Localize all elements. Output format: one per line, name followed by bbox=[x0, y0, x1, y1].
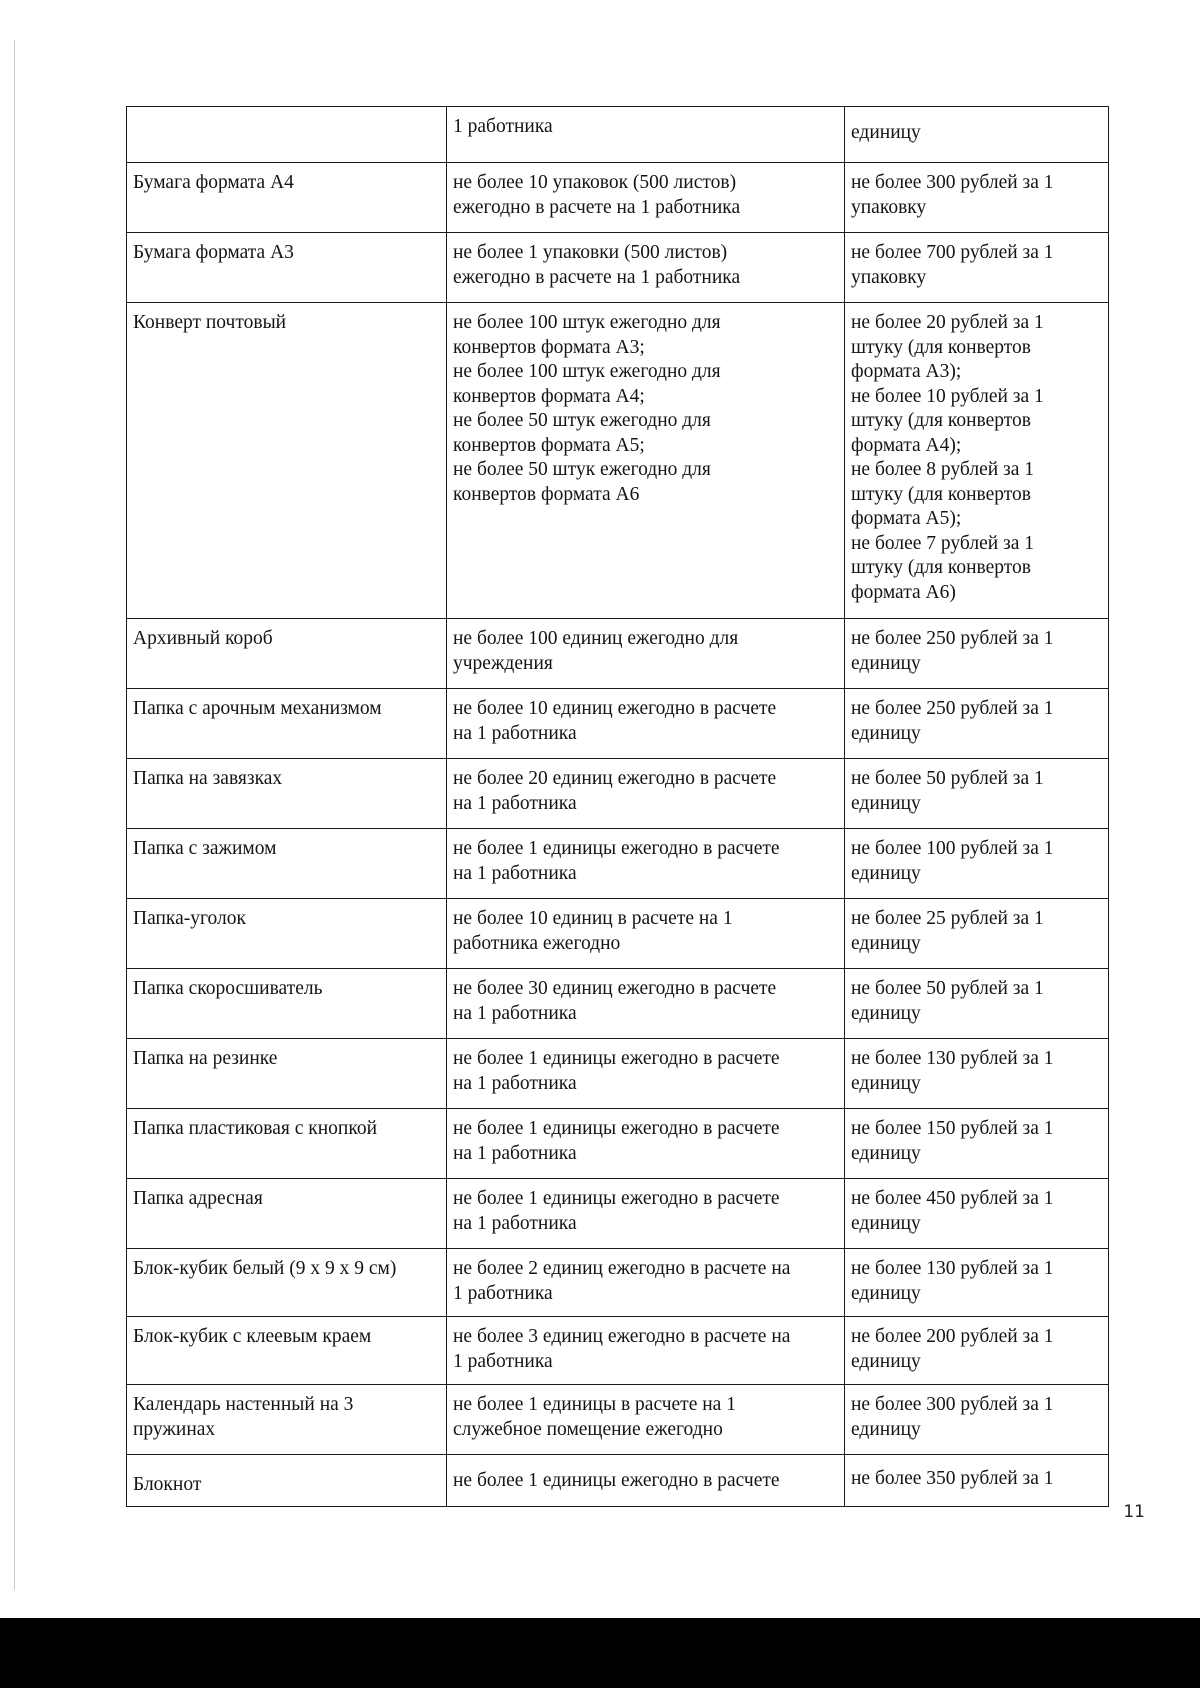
norm-cell: не более 100 штук ежегодно для конвертов формата А3; не более 100 штук ежегодно для конвертов формата А4; не более 50 штук ежегодно для конвертов формата А5; не более 50 штук ежегодно для конвертов формата А6 bbox=[447, 303, 845, 619]
table-row bbox=[127, 829, 1109, 899]
price-cell: не более 250 рублей за 1 единицу bbox=[845, 619, 1109, 689]
item-cell bbox=[127, 107, 447, 163]
item-cell: Архивный короб bbox=[127, 619, 447, 689]
table-row bbox=[127, 1385, 1109, 1455]
table-row bbox=[127, 107, 1109, 163]
price-cell: не более 300 рублей за 1 единицу bbox=[845, 1385, 1109, 1455]
norm-cell: не более 1 единицы в расчете на 1 служебное помещение ежегодно bbox=[447, 1385, 845, 1455]
norm-cell: не более 1 единицы ежегодно в расчете на 1 работника bbox=[447, 829, 845, 899]
price-cell: не более 150 рублей за 1 единицу bbox=[845, 1109, 1109, 1179]
norm-cell: не более 10 единиц в расчете на 1 работника ежегодно bbox=[447, 899, 845, 969]
item-cell: Папка на завязках bbox=[127, 759, 447, 829]
table-row bbox=[127, 233, 1109, 303]
norm-cell: 1 работника bbox=[447, 107, 845, 163]
price-cell: не более 250 рублей за 1 единицу bbox=[845, 689, 1109, 759]
price-cell: не более 200 рублей за 1 единицу bbox=[845, 1317, 1109, 1385]
norm-cell: не более 2 единиц ежегодно в расчете на 1 работника bbox=[447, 1249, 845, 1317]
page-number: 11 bbox=[1123, 1502, 1145, 1522]
table-row bbox=[127, 689, 1109, 759]
table-row bbox=[127, 1249, 1109, 1317]
scan-bottom-bar bbox=[0, 1618, 1200, 1688]
price-cell: не более 50 рублей за 1 единицу bbox=[845, 759, 1109, 829]
norm-cell: не более 20 единиц ежегодно в расчете на 1 работника bbox=[447, 759, 845, 829]
norm-cell: не более 10 упаковок (500 листов) ежегодно в расчете на 1 работника bbox=[447, 163, 845, 233]
norm-cell: не более 100 единиц ежегодно для учреждения bbox=[447, 619, 845, 689]
norm-cell: не более 1 единицы ежегодно в расчете на 1 работника bbox=[447, 1039, 845, 1109]
table-row bbox=[127, 163, 1109, 233]
item-cell: Папка скоросшиватель bbox=[127, 969, 447, 1039]
norm-cell: не более 3 единиц ежегодно в расчете на 1 работника bbox=[447, 1317, 845, 1385]
item-cell: Папка с арочным механизмом bbox=[127, 689, 447, 759]
table-row bbox=[127, 969, 1109, 1039]
item-cell: Блокнот bbox=[127, 1455, 447, 1507]
norm-cell: не более 1 единицы ежегодно в расчете bbox=[447, 1455, 845, 1507]
price-cell: не более 300 рублей за 1 упаковку bbox=[845, 163, 1109, 233]
norms-table-body bbox=[127, 107, 1109, 1507]
price-cell: единицу bbox=[845, 107, 1109, 163]
item-cell: Папка-уголок bbox=[127, 899, 447, 969]
item-cell: Папка пластиковая с кнопкой bbox=[127, 1109, 447, 1179]
table-row bbox=[127, 303, 1109, 619]
price-cell: не более 450 рублей за 1 единицу bbox=[845, 1179, 1109, 1249]
price-cell: не более 130 рублей за 1 единицу bbox=[845, 1039, 1109, 1109]
table-row bbox=[127, 899, 1109, 969]
table-row bbox=[127, 1317, 1109, 1385]
norm-cell: не более 30 единиц ежегодно в расчете на 1 работника bbox=[447, 969, 845, 1039]
item-cell: Конверт почтовый bbox=[127, 303, 447, 619]
item-cell: Блок-кубик с клеевым краем bbox=[127, 1317, 447, 1385]
norm-cell: не более 1 упаковки (500 листов) ежегодно в расчете на 1 работника bbox=[447, 233, 845, 303]
norm-cell: не более 1 единицы ежегодно в расчете на 1 работника bbox=[447, 1179, 845, 1249]
table-row bbox=[127, 1179, 1109, 1249]
item-cell: Бумага формата А4 bbox=[127, 163, 447, 233]
price-cell: не более 25 рублей за 1 единицу bbox=[845, 899, 1109, 969]
scan-edge-line bbox=[14, 40, 15, 1590]
item-cell: Папка с зажимом bbox=[127, 829, 447, 899]
table-row bbox=[127, 1109, 1109, 1179]
norms-table bbox=[126, 106, 1109, 1507]
table-row bbox=[127, 759, 1109, 829]
item-cell: Папка адресная bbox=[127, 1179, 447, 1249]
table-row bbox=[127, 619, 1109, 689]
table-row bbox=[127, 1455, 1109, 1507]
price-cell: не более 100 рублей за 1 единицу bbox=[845, 829, 1109, 899]
item-cell: Календарь настенный на 3 пружинах bbox=[127, 1385, 447, 1455]
price-cell: не более 20 рублей за 1 штуку (для конвертов формата А3); не более 10 рублей за 1 штуку (для конвертов формата А4); не более 8 рублей за 1 штуку (для конвертов формата А5); не более 7 рублей за 1 штуку (для конвертов формата А6) bbox=[845, 303, 1109, 619]
table-row bbox=[127, 1039, 1109, 1109]
norms-table-container bbox=[126, 106, 1108, 1507]
price-cell: не более 700 рублей за 1 упаковку bbox=[845, 233, 1109, 303]
norm-cell: не более 1 единицы ежегодно в расчете на 1 работника bbox=[447, 1109, 845, 1179]
price-cell: не более 350 рублей за 1 bbox=[845, 1455, 1109, 1507]
item-cell: Блок-кубик белый (9 х 9 х 9 см) bbox=[127, 1249, 447, 1317]
item-cell: Бумага формата А3 bbox=[127, 233, 447, 303]
norm-cell: не более 10 единиц ежегодно в расчете на 1 работника bbox=[447, 689, 845, 759]
price-cell: не более 50 рублей за 1 единицу bbox=[845, 969, 1109, 1039]
item-cell: Папка на резинке bbox=[127, 1039, 447, 1109]
price-cell: не более 130 рублей за 1 единицу bbox=[845, 1249, 1109, 1317]
